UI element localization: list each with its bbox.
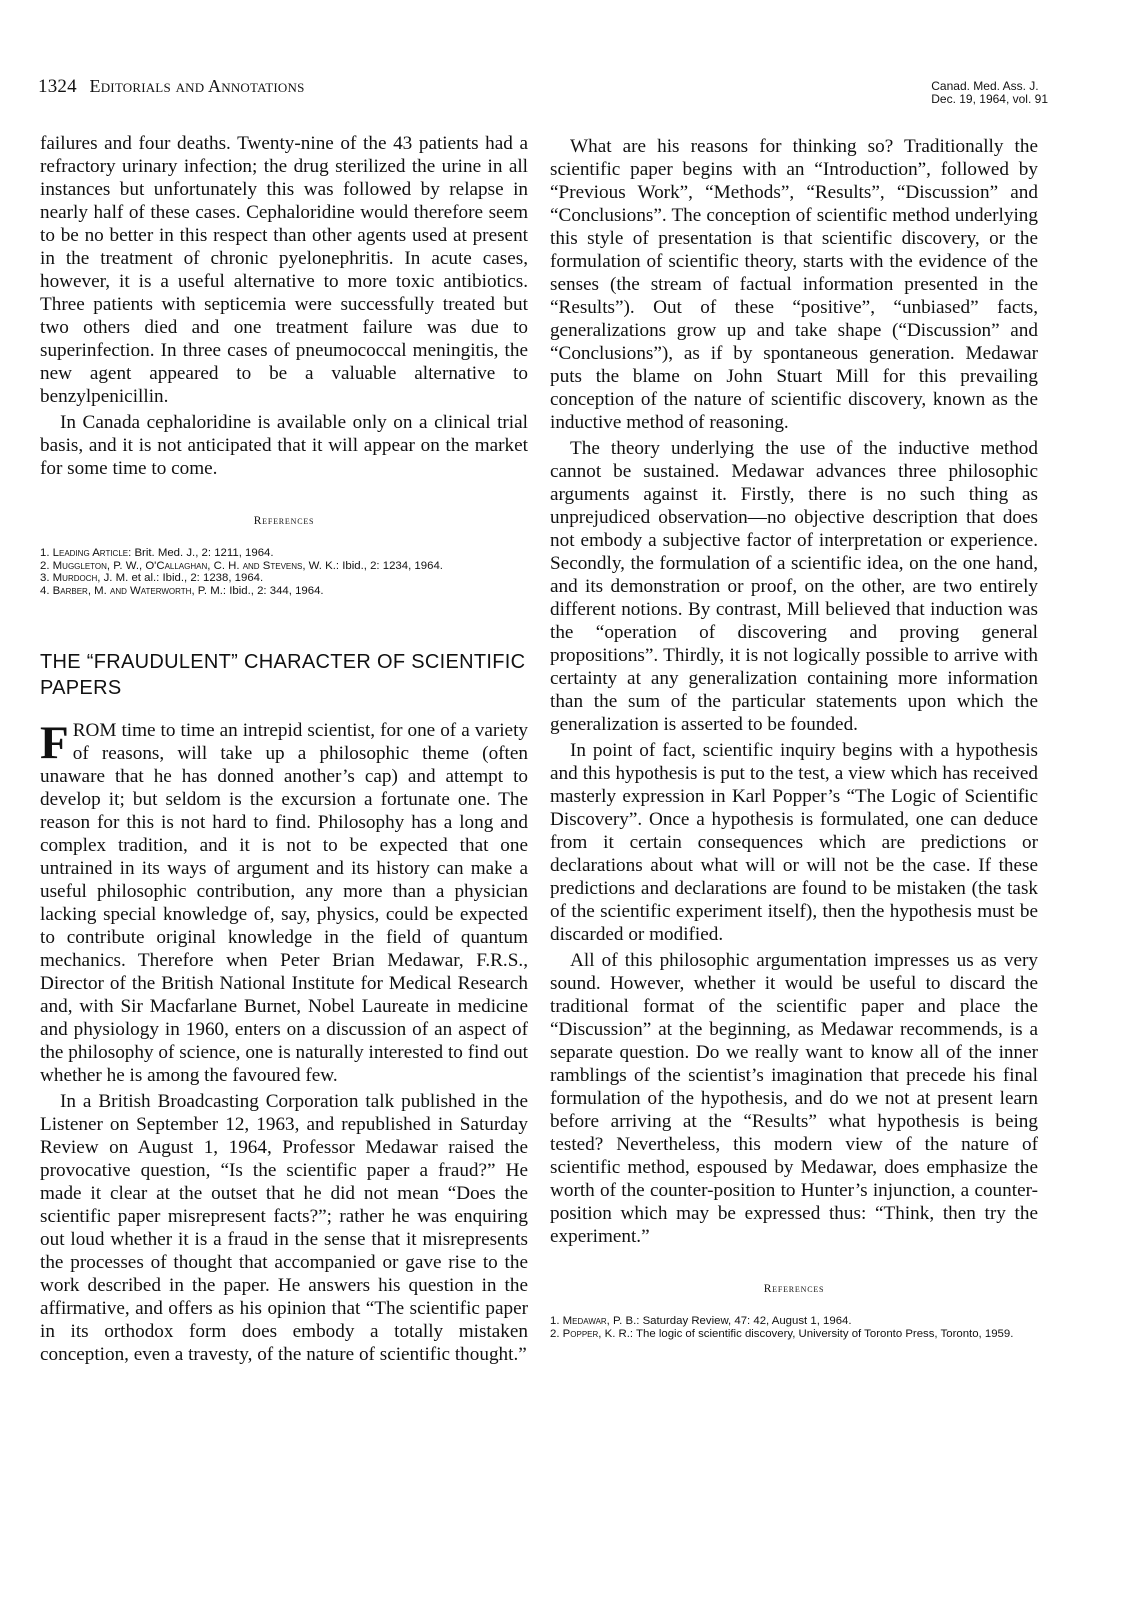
journal-citation: [931, 80, 1048, 106]
reference-item: 2. Popper, K. R.: The logic of scientific discovery, University of Toronto Press, Toronto, 1959.: [550, 1327, 1014, 1340]
references-heading: References: [763, 1283, 825, 1295]
drop-cap: F: [40, 717, 69, 769]
references-list: [40, 547, 528, 597]
journal-issue: Dec. 19, 1964, vol. 91: [931, 92, 1048, 106]
references-heading: References: [253, 515, 315, 527]
paragraph: In Canada cephaloridine is available only on a clinical trial basis, and it is not anticipated that it will appear on the market for some time to come.: [40, 412, 528, 479]
journal-name: Canad. Med. Ass. J.: [931, 79, 1039, 93]
section-title: Editorials and Annotations: [89, 76, 305, 96]
page-number: 1324: [38, 76, 77, 97]
reference-item: 1. Leading Article: Brit. Med. J., 2: 1211, 1964.: [40, 547, 274, 559]
left-column: [40, 132, 528, 1366]
reference-item: 1. Medawar, P. B.: Saturday Review, 47: 42, August 1, 1964.: [550, 1315, 852, 1327]
paragraph: All of this philosophic argumentation impresses us as very sound. However, whether it would be useful to discard the traditional format of the scientific paper and place the “Discussion” at the beginning, as Medawar recommends, is a separate question. Do we really want to know all of the inner ramblings of the scientist’s imagination that precede his final formulation of the hypothesis, and do we not at present learn before arriving at the “Results” what hypothesis is being tested? Nevertheless, this modern view of the nature of scientific method, espoused by Medawar, does emphasize the worth of the counter-position to Hunter’s injunction, a counter-position which may be expressed thus: “Think, then try the experiment.”: [550, 950, 1038, 1247]
running-header: [38, 76, 305, 98]
article-title: THE “FRAUDULENT” CHARACTER OF SCIENTIFIC PAPERS: [40, 651, 526, 699]
reference-item: 3. Murdoch, J. M. et al.: Ibid., 2: 1238, 1964.: [40, 572, 264, 584]
paragraph: The theory underlying the use of the inductive method cannot be sustained. Medawar advances three philosophic arguments against it. Firstly, there is no such thing as unprejudiced observation—no objective description that does not embody a subjective factor of interpretation or experience. Secondly, the formulation of a scientific idea, on the one hand, and its demonstration or proof, on the other, are two entirely different notions. By contrast, Mill believed that induction was the “operation of discovering and proving general propositions”. Thirdly, it is not logically possible to arrive with certainty at any generalization containing more information than the sum of the particular statements upon which the generalization is asserted to be founded.: [550, 438, 1038, 735]
paragraph: In a British Broadcasting Corporation talk published in the Listener on September 12, 1963, and republished in Saturday Review on August 1, 1964, Professor Medawar raised the provocative question, “Is the scientific paper a fraud?” He made it clear at the outset that he did not mean “Does the scientific paper misrepresent facts?”; rather he was enquiring out loud whether it is a fraud in the sense that it misrepresents the processes of thought that accompanied or gave rise to the work described in the paper. He answers his question in the affirmative, and offers as his opinion that “The scientific paper in its orthodox form does embody a totally mistaken conception, even a travesty, of the nature of scientific thought.”: [40, 1091, 528, 1365]
paragraph: FROM time to time an intrepid scientist, for one of a variety of reasons, will take up a philosophic theme (often unaware that he has donned another’s cap) and attempt to develop it; but seldom is the excursion a fortunate one. The reason for this is not hard to find. Philosophy has a long and complex tradition, and it is not to be expected that one untrained in its ways of argument and its history can make a useful philosophic contribution, any more than a physician lacking special knowledge of, say, physics, could be expected to contribute original knowledge in the field of quantum mechanics. Therefore when Peter Brian Medawar, F.R.S., Director of the British National Institute for Medical Research and, with Sir Macfarlane Burnet, Nobel Laureate in medicine and physiology in 1960, enters on a discussion of an aspect of the philosophy of science, one is naturally interested to find out whether he is among the favoured few.: [40, 717, 528, 1086]
paragraph: In point of fact, scientific inquiry begins with a hypothesis and this hypothesis is put to the test, a view which has received masterly expression in Karl Popper’s “The Logic of Scientific Discovery”. Once a hypothesis is formulated, one can deduce from it certain consequences which are predictions or declarations about what will or will not be the case. If these predictions and declarations are found to be mistaken (the task of the scientific experiment itself), then the hypothesis must be discarded or modified.: [550, 740, 1038, 945]
paragraph: failures and four deaths. Twenty-nine of the 43 patients had a refractory urinary infection; the drug sterilized the urine in all instances but unfortunately this was followed by relapse in nearly half of these cases. Cephaloridine would therefore seem to be no better in this respect than other agents used at present in the treatment of chronic pyelonephritis. In acute cases, however, it is a useful alternative to more toxic antibiotics. Three patients with septicemia were successfully treated but two others died and one treatment failure was due to superinfection. In three cases of pneumococcal meningitis, the new agent appeared to be a valuable alternative to benzylpenicillin.: [40, 133, 528, 407]
reference-item: 4. Barber, M. and Waterworth, P. M.: Ibid., 2: 344, 1964.: [40, 584, 324, 597]
reference-item: 2. Muggleton, P. W., O'Callaghan, C. H. and Stevens, W. K.: Ibid., 2: 1234, 1964.: [40, 559, 443, 572]
references-list: [550, 1315, 1038, 1340]
right-column: [550, 132, 1038, 1340]
paragraph: What are his reasons for thinking so? Traditionally the scientific paper begins with an “Introduction”, followed by “Previous Work”, “Methods”, “Results”, “Discussion” and “Conclusions”. The conception of scientific method underlying this style of presentation is that scientific discovery, or the formulation of scientific theory, starts with the evidence of the senses (the stream of factual information presented in the “Results”). Out of these “positive”, “unbiased” facts, generalizations grow up and take shape (“Discussion” and “Conclusions”), as if by spontaneous generation. Medawar puts the blame on John Stuart Mill for this prevailing conception of the nature of scientific discovery, known as the inductive method of reasoning.: [550, 136, 1038, 433]
